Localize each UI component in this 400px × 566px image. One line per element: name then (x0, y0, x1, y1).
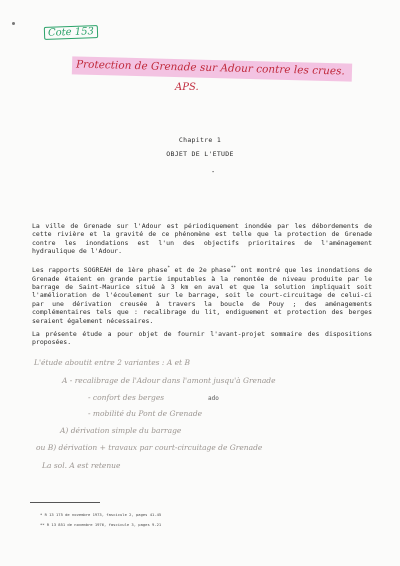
archive-code-annotation: Cote 153 (44, 25, 98, 40)
handwritten-note-line-4: - mobilité du Pont de Grenade (88, 409, 203, 418)
handwritten-title: Protection de Grenade sur Adour contre les crues. (75, 58, 345, 78)
handwritten-note-line-1: L'étude aboutit entre 2 variantes : A et B (34, 358, 190, 367)
footnote-1: * R 13 175 de novembre 1973, fascicule 2, pages 41-45 (40, 512, 162, 517)
paragraph-purpose: La présente étude a pour objet de fournir l'avant-projet sommaire des dispositions proposées. (32, 330, 372, 347)
paragraph-intro: La ville de Grenade sur l'Adour est périodiquement inondée par les débordements de cette rivière et la gravité de ce phénomène est telle que la protection de Grenade contre les inondations est l'un des objectifs prioritaires de l'aménagement hydraulique de l'Adour. (32, 222, 372, 256)
chapter-heading: Chapitre 1 (178, 136, 222, 144)
footnote-separator (30, 502, 100, 503)
paragraph-reports-part3: ont montré que les inondations de Grenade étaient en grande partie imputables à la remontée de niveau produite par le barrage de Saint-Maurice situé à 3 km en aval et que la solution impliquait soit l'amélioration de l'écoulement sur le barrage, soit le court-circuitage de celui-ci par une dérivation creusée à travers la boucle de Pouy ; des aménagements complémentaires tels que : recalibrage du lit, endiguement et protection des berges seraient également nécessaires. (32, 266, 372, 325)
paragraph-reports-part1: Les rapports SOGREAH de 1ère phase (32, 266, 168, 275)
handwritten-note-line-5: A) dérivation simple du barrage (60, 426, 182, 435)
handwritten-note-line-2: A - recalibrage de l'Adour dans l'amont jusqu'à Grenade (62, 376, 276, 385)
handwritten-note-ado: ado (208, 395, 219, 402)
handwritten-note-line-7: La sol. A est retenue (42, 461, 121, 470)
chapter-subheading: OBJET DE L'ETUDE (166, 150, 234, 158)
handwritten-note-line-6: ou B) dérivation + travaux par court-circuitage de Grenade (36, 443, 263, 452)
footnote-2: ** R 13 851 de novembre 1976, fascicule 3, pages 9-21 (40, 522, 162, 527)
handwritten-note-line-3: - confort des berges (88, 393, 165, 402)
paragraph-reports (32, 265, 372, 325)
footnote-ref-2: ** (230, 266, 237, 271)
footnote-ref-1: * (167, 266, 171, 271)
punch-hole (12, 22, 15, 25)
handwritten-subtitle: APS. (175, 82, 199, 93)
paragraph-reports-part2: et de 2e phase (170, 266, 231, 275)
heading-dash: - (211, 168, 216, 176)
